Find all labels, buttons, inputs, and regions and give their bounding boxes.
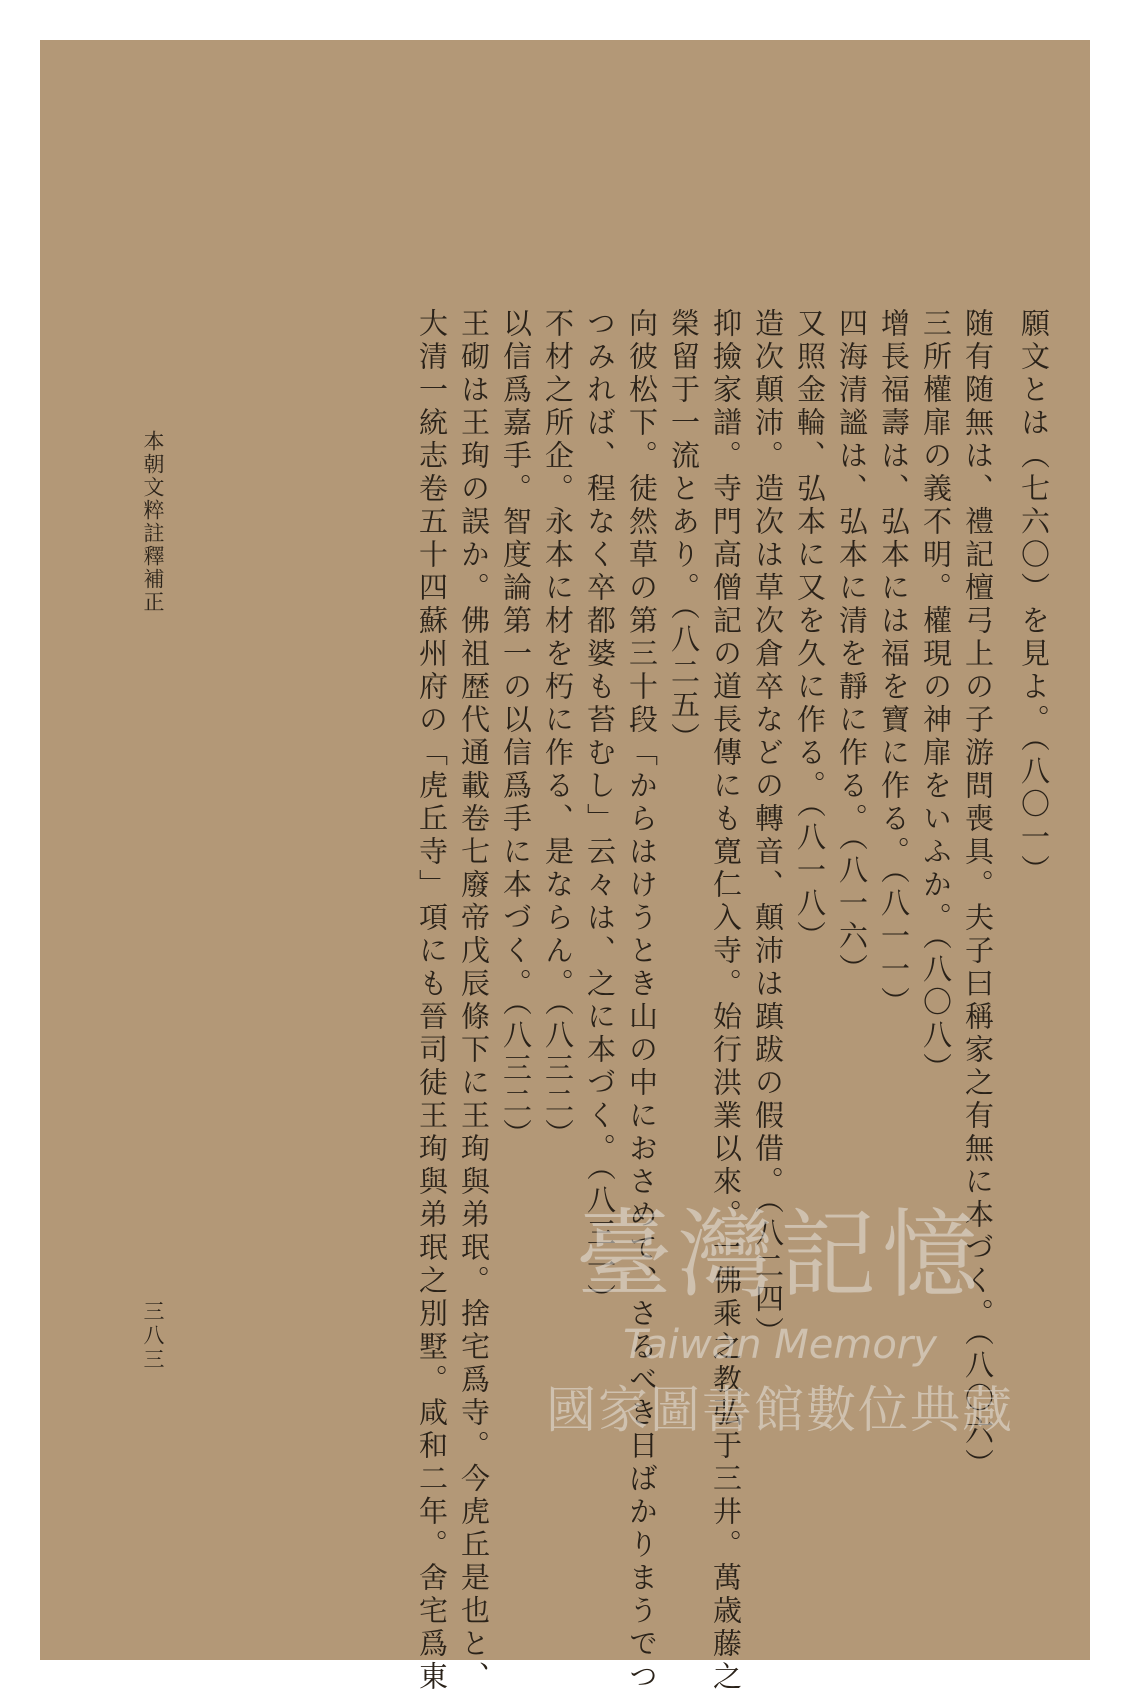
text-line: 造次顛沛。造次は草次倉卒などの轉音、顛沛は蹎跋の假借。（八二四） (751, 308, 785, 1350)
text-line: 以信爲嘉手。智度論第一の以信爲手に本づく。（八三二） (499, 308, 533, 1152)
text-line: 願文とは（七六〇）を見よ。（八〇一） (1017, 308, 1051, 888)
text-line: 王砌は王珣の誤か。佛祖歴代通載卷七廢帝戊辰條下に王珣與弟珉。捨宅爲寺。今虎丘是也と、 (457, 308, 491, 1694)
body-text (220, 308, 1055, 1694)
watermark-english: Taiwan Memory (623, 1322, 937, 1368)
text-line: 抑撿家譜。寺門高僧記の道長傳にも寛仁入寺。始行洪業以來。一佛乘之教弘于三井。萬歳藤之 (709, 308, 743, 1694)
text-line: 大清一統志卷五十四蘇州府の「虎丘寺」項にも晉司徒王珣與弟珉之別墅。咸和二年。舍宅爲東 (415, 308, 449, 1694)
text-line: 榮留于一流とあり。（八二五） (667, 308, 701, 756)
text-line: つみれば、程なく卒都婆も苔むし」云々は、之に本づく。（八三一） (583, 308, 617, 1317)
text-line: 三所權扉の義不明。權現の神扉をいふか。（八〇八） (919, 308, 953, 1086)
page (40, 40, 1090, 1694)
text-line: 向彼松下。徒然草の第三十段「からはけうとき山の中におさめて、さるべき日ばかりまうでつ (625, 308, 659, 1694)
text-line: 增長福壽は、弘本には福を寶に作る。（八一一） (877, 308, 911, 1020)
text-line: 四海清謐は、弘本に清を靜に作る。（八一六） (835, 308, 869, 987)
running-title: 本朝文粹註釋補正 (141, 430, 165, 614)
text-line: 随有随無は、禮記檀弓上の子游問喪具。夫子曰稱家之有無に本づく。（八〇六） (961, 308, 995, 1482)
text-line: 不材之所企。永本に材を朽に作る、是ならん。（八三二） (541, 308, 575, 1152)
page-number: 三八三 (141, 1300, 165, 1372)
text-line: 又照金輪、弘本に又を久に作る。（八一八） (793, 308, 827, 954)
watermark-org: 國家圖書館數位典藏 (546, 1381, 1014, 1439)
watermark-title: 臺灣記憶 (576, 1199, 984, 1311)
